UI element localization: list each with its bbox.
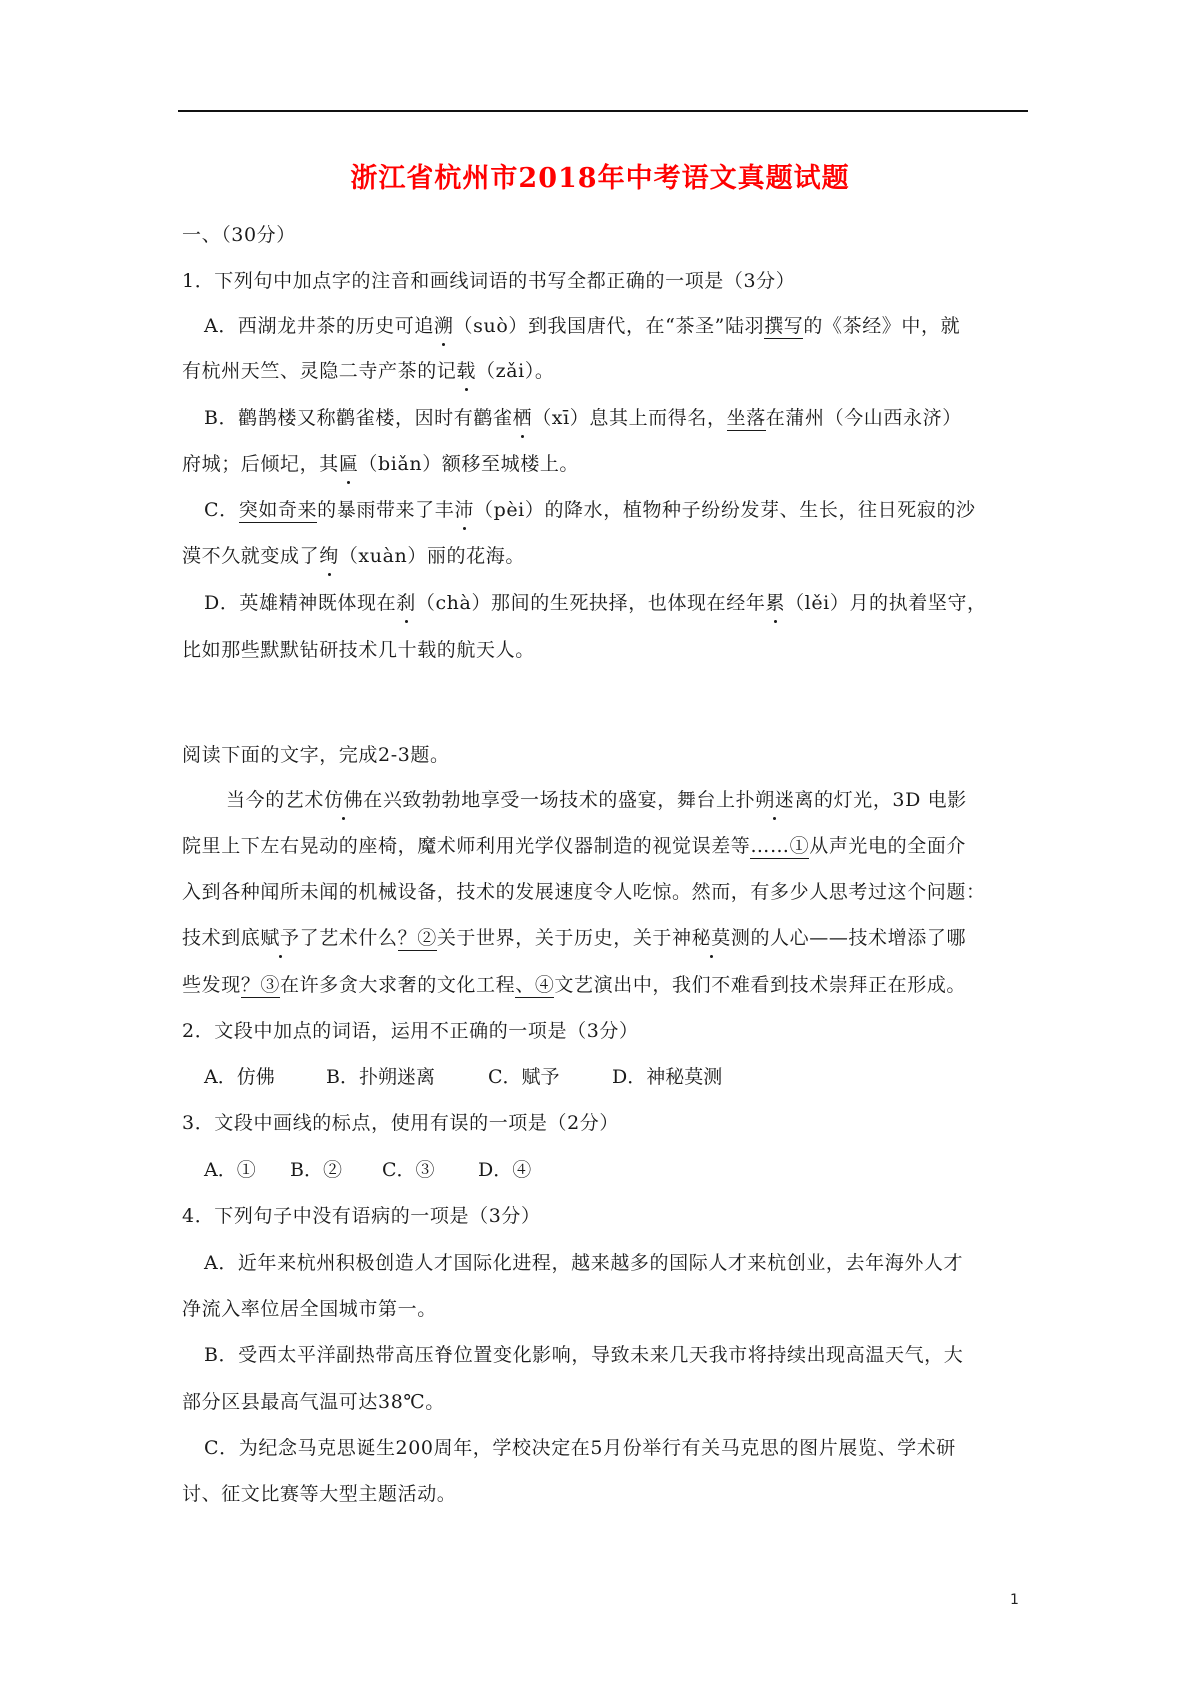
text: （xuàn）丽的花海。	[338, 545, 525, 567]
text: 在蒲州（今山西永济）	[765, 407, 962, 429]
text: C．	[204, 499, 239, 521]
underlined-punct: ？③	[240, 974, 281, 996]
underlined-punct: 、④	[515, 974, 555, 996]
q1-option-b-line1	[204, 405, 962, 431]
dotted-char: 匾	[338, 453, 359, 475]
text: 从声光电的全面介	[809, 835, 967, 857]
dotted-word: 赋予	[260, 927, 300, 949]
q2-option-d: D．神秘莫测	[612, 1066, 723, 1088]
dotted-char: 载	[456, 360, 477, 382]
q2-stem: 2．文段中加点的词语，运用不正确的一项是（3分）	[182, 1020, 639, 1042]
q1-option-a-line2	[182, 358, 555, 384]
text: （pèi）的降水，植物种子纷纷发芽、生长，往日死寂的沙	[473, 499, 976, 521]
q3-option-c: C．③	[382, 1159, 435, 1181]
page-number: 1	[1010, 1592, 1019, 1608]
dotted-word: 神秘莫测	[672, 927, 751, 949]
text: 的灯光，3D 电影	[814, 789, 967, 811]
text: （xī）息其上而得名，	[532, 407, 727, 429]
text: B．鹳鹊楼又称鹳雀楼，因时有鹳雀	[204, 407, 513, 429]
passage-line-3: 入到各种闻所未闻的机械设备，技术的发展速度令人吃惊。然而，有多少人思考过这个问题：	[182, 881, 986, 903]
text: 文艺演出中，我们不难看到技术崇拜正在形成。	[554, 974, 967, 996]
dotted-word: 仿佛	[324, 789, 364, 811]
dotted-char: 绚	[319, 545, 339, 567]
text: 漠不久就变成了	[182, 545, 320, 567]
text: 有杭州天竺、灵隐二寺产茶的记	[182, 360, 457, 382]
passage-line-5	[182, 972, 966, 998]
q2-option-a: A．仿佛	[204, 1066, 275, 1088]
text: 的人心——技术增添了哪	[750, 927, 967, 949]
q1-option-d-line1	[204, 590, 987, 616]
q3-option-b: B．②	[290, 1159, 342, 1181]
text: （biǎn）额移至城楼上。	[358, 453, 580, 475]
q2-options	[204, 1064, 722, 1090]
dotted-char: 栖	[512, 407, 533, 429]
text: 关于世界，关于历史，关于	[436, 927, 673, 949]
text: （lěi）月的执着坚守，	[785, 592, 987, 614]
q4-option-b-line1: B．受西太平洋副热带高压脊位置变化影响，导致未来几天我市将持续出现高温天气，大	[204, 1344, 964, 1366]
q4-option-c-line2: 讨、征文比赛等大型主题活动。	[182, 1483, 457, 1505]
text: D．英雄精神既体现在	[204, 592, 397, 614]
q2-option-c: C．赋予	[488, 1066, 560, 1088]
page-title: 浙江省杭州市2018年中考语文真题试题	[350, 163, 850, 194]
q1-option-d-line2: 比如那些默默钻研技术几十载的航天人。	[182, 639, 535, 661]
passage-line-4	[182, 925, 966, 951]
dotted-char: 刹	[396, 592, 416, 614]
underlined-word: 坐落	[726, 407, 766, 429]
underlined-punct: ……①	[750, 835, 810, 857]
dotted-word: 扑朔迷离	[735, 789, 815, 811]
q4-stem: 4．下列句子中没有语病的一项是（3分）	[182, 1205, 541, 1227]
text: （zǎi）。	[476, 360, 555, 382]
q2-option-b: B．扑朔迷离	[326, 1066, 435, 1088]
q1-option-a-line1	[204, 313, 960, 339]
text: 当今的艺术	[226, 789, 325, 811]
text: （suò）到我国唐代，在“茶圣”陆羽	[453, 315, 765, 337]
passage-line-1	[226, 787, 967, 813]
section-heading: 一、（30分）	[182, 224, 296, 246]
dotted-char: 沛	[454, 499, 474, 521]
q1-option-c-line2	[182, 543, 525, 569]
q4-option-b-line2: 部分区县最高气温可达38℃。	[182, 1391, 445, 1413]
text: 些发现	[182, 974, 241, 996]
dotted-char: 累	[765, 592, 786, 614]
text: 的《茶经》中，就	[803, 315, 961, 337]
text: A．西湖龙井茶的历史可追	[204, 315, 434, 337]
q3-stem: 3．文段中画线的标点，使用有误的一项是（2分）	[182, 1112, 619, 1134]
text: 院里上下左右晃动的座椅，魔术师利用光学仪器制造的视觉误差等	[182, 835, 751, 857]
text: 的暴雨带来了丰	[317, 499, 455, 521]
q3-option-a: A．①	[204, 1159, 256, 1181]
q1-option-b-line2	[182, 451, 579, 477]
underlined-word: 撰写	[764, 315, 804, 337]
reading-intro: 阅读下面的文字，完成2-3题。	[182, 744, 450, 766]
passage-line-2	[182, 833, 966, 859]
q3-options	[204, 1157, 531, 1183]
q3-option-d: D．④	[478, 1159, 532, 1181]
q4-option-a-line1: A．近年来杭州积极创造人才国际化进程，越来越多的国际人才来杭创业，去年海外人才	[204, 1252, 964, 1274]
q4-option-a-line2: 净流入率位居全国城市第一。	[182, 1298, 437, 1320]
dotted-char: 溯	[433, 315, 454, 337]
text: 在许多贪大求奢的文化工程	[280, 974, 516, 996]
text: 了艺术什么	[299, 927, 398, 949]
underlined-word: 突如奇来	[238, 499, 318, 521]
underlined-punct: ？②	[397, 927, 437, 949]
q1-option-c-line1	[204, 497, 976, 523]
text: （chà）那间的生死抉择，也体现在经年	[415, 592, 766, 614]
header-rule	[178, 110, 1028, 112]
text: 府城；后倾圮，其	[182, 453, 339, 475]
q4-option-c-line1: C．为纪念马克思诞生200周年，学校决定在5月份举行有关马克思的图片展览、学术研	[204, 1437, 956, 1459]
text: 在兴致勃勃地享受一场技术的盛宴，舞台上	[363, 789, 736, 811]
q1-stem: 1．下列句中加点字的注音和画线词语的书写全都正确的一项是（3分）	[182, 270, 796, 292]
text: 技术到底	[182, 927, 261, 949]
